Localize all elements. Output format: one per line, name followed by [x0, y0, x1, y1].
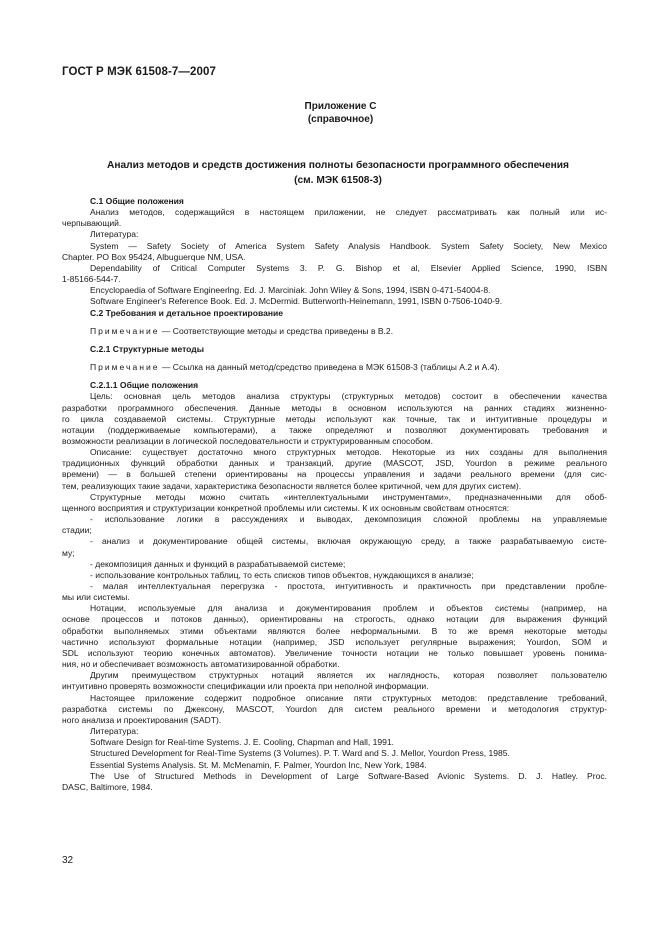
- section-heading-c211: С.2.1.1 Общие положения: [90, 380, 199, 391]
- reference-line: Structured Development for Real-Time Systems (3 Volumes). P. T. Ward and S. J. Mellor, Yourdon Press, 1985.: [90, 748, 510, 759]
- paragraph-line: го цикла создаваемой системы. Структурные методы используют как точные, так и интуитивные процедуры и: [62, 413, 607, 424]
- paragraph-line: обработки выполняемых этими объектами являются более неформальными. В то же время некоторые методы: [62, 625, 607, 636]
- note-label: Примечание: [90, 362, 160, 373]
- paragraph-line: Цель: основная цель методов анализа структуры (структурных методов) состоит в обеспечении качества: [90, 391, 607, 402]
- document-body: [62, 196, 607, 793]
- reference-line: 1-85166-544-7.: [62, 274, 121, 285]
- literature-label: Литература:: [90, 726, 139, 737]
- reference-line: Software Design for Real-time Systems. J. E. Cooling, Chapman and Hall, 1991.: [90, 737, 395, 748]
- paragraph-line: щенного восприятия и структуризации конкретной проблемы или системы. К их основным свойствам относятся:: [62, 502, 510, 513]
- annex-title-line-2: (см. МЭК 61508-3): [294, 175, 382, 186]
- reference-line: System — Safety Society of America System Safety Analysis Handbook. System Safety Society, New Mexico: [90, 240, 607, 251]
- annex-title-line-1: Анализ методов и средств достижения полноты безопасности программного обеспечения: [106, 160, 569, 171]
- paragraph-line: частично используют формальные нотации (например, JSD использует регулярные выражения; Yourdon, SOM и: [62, 636, 607, 647]
- paragraph-line: нотации (поддерживаемые компьютерами), а также определяют и позволяют документировать требования и: [62, 424, 607, 435]
- note-c21: [62, 362, 607, 373]
- note-text: — Соответствующие методы и средства приведены в В.2.: [159, 325, 394, 336]
- section-heading-c2: С.2 Требования и детальное проектирование: [90, 307, 284, 318]
- paragraph-line: ного анализа и проектирования (SADT).: [62, 714, 222, 725]
- list-item-continuation: мы или системы.: [62, 592, 130, 603]
- reference-line: The Use of Structured Methods in Development of Large Software-Based Avionic Systems. D. J. Hatley. Proc.: [90, 770, 607, 781]
- paragraph-line: традиционных функций обработки данных и транзакций, другие (MASCOT, JSD, Yourdon в режиме реального: [62, 458, 607, 469]
- reference-line: DASC, Baltimore, 1984.: [62, 781, 153, 792]
- note-c2: [62, 326, 607, 337]
- section-heading-c1: С.1 Общие положения: [90, 196, 184, 206]
- paragraph-line: Настоящее приложение содержит подробное описание пяти структурных методов: представление требований,: [90, 692, 607, 703]
- list-item: - использование логики в рассуждениях и выводах, декомпозиция сложной проблемы на управляемые: [90, 514, 607, 525]
- paragraph-line: разработки программного обеспечения. Данные методы в основном используются на ранних стадиях жизненно-: [62, 402, 607, 413]
- standard-header: ГОСТ Р МЭК 61508-7—2007: [62, 66, 216, 78]
- section-heading-c21: С.2.1 Структурные методы: [90, 343, 205, 354]
- note-text: — Ссылка на данный метод/средство приведена в МЭК 61508-3 (таблицы А.2 и А.4).: [159, 362, 500, 373]
- paragraph-line: черпывающий.: [62, 218, 122, 229]
- annex-label: Приложение С: [304, 101, 377, 112]
- paragraph-line: возможности реализации в логической последовательности и структурированным способом.: [62, 435, 433, 446]
- paragraph-line: Анализ методов, содержащийся в настоящем приложении, не следует рассматривать как полный или ис-: [90, 207, 607, 218]
- list-item: - декомпозиция данных и функций в разрабатываемой системе;: [90, 558, 346, 569]
- paragraph-line: SDL используют теорию конечных автоматов). Увеличение точности нотации не только повышает уровень понима-: [62, 647, 607, 658]
- paragraph-line: тем, реализующих такие задачи, характеристика безопасности является более критичной, чем для других систем).: [62, 480, 522, 491]
- list-item-continuation: стадии;: [62, 525, 92, 536]
- note-label: Примечание: [90, 325, 160, 336]
- reference-line: Dependability of Critical Computer Systems 3. P. G. Bishop et al, Elsevier Applied Science, 1990, ISBN: [90, 262, 607, 273]
- paragraph-line: Структурные методы можно считать «интеллектуальными инструментами», предназначенными для обоб-: [90, 491, 607, 502]
- annex-status: (справочное): [307, 114, 374, 125]
- page-number: 32: [62, 855, 74, 866]
- paragraph-line: разработка системы по Джексону, MASCOT, Yourdon для систем реального времени и методология структур-: [62, 703, 607, 714]
- paragraph-line: времени) — в большей степени ориентированы на процессы управления и задачи реального времени (для сис-: [62, 469, 607, 480]
- reference-line: Encyclopaedia of Software Engineerlng. Ed. J. Marciniak. John Wiley & Sons, 1994, ISBN 0-471-54004-8.: [90, 285, 491, 296]
- paragraph-line: основе процессов и потоков данных), ориентированы на строгость, однако нотации для выражения функций: [62, 614, 607, 625]
- paragraph-line: Нотации, используемые для анализа и документирования проблем и объектов системы (например, на: [90, 603, 607, 614]
- paragraph-line: интуитивно проверять возможности спецификации или проекта при неполной информации.: [62, 681, 429, 692]
- paragraph-line: Описание: существует достаточно много структурных методов. Некоторые из них созданы для выполнения: [90, 447, 607, 458]
- reference-line: Essential Systems Analysis. St. M. McMenamin, F. Palmer, Yourdon Inc, New York, 1984.: [90, 759, 427, 770]
- list-item: - анализ и документирование общей системы, включая окружающую среду, а также разрабатываемую систе-: [90, 536, 607, 547]
- list-item: - использование контрольных таблиц, то есть списков типов объектов, нуждающихся в анализе;: [90, 569, 474, 580]
- reference-line: Chapter. PO Box 95424, Albuguerque NM, USA.: [62, 251, 246, 262]
- paragraph-line: ния, но и обеспечивает возможность автоматизированной обработки.: [62, 659, 340, 670]
- literature-label: Литература:: [90, 229, 139, 240]
- reference-line: Software Engineer's Reference Book. Ed. J. McDermid. Butterworth-Heinemann, 1991, ISBN 0-7506-1040-9.: [90, 296, 503, 307]
- list-item-continuation: му;: [62, 547, 75, 558]
- paragraph-line: Другим преимуществом структурных нотаций является их наглядность, которая позволяет пользователю: [90, 670, 607, 681]
- list-item: - малая интеллектуальная перегрузка - простота, интуитивность и практичность при представлении пробле-: [90, 581, 607, 591]
